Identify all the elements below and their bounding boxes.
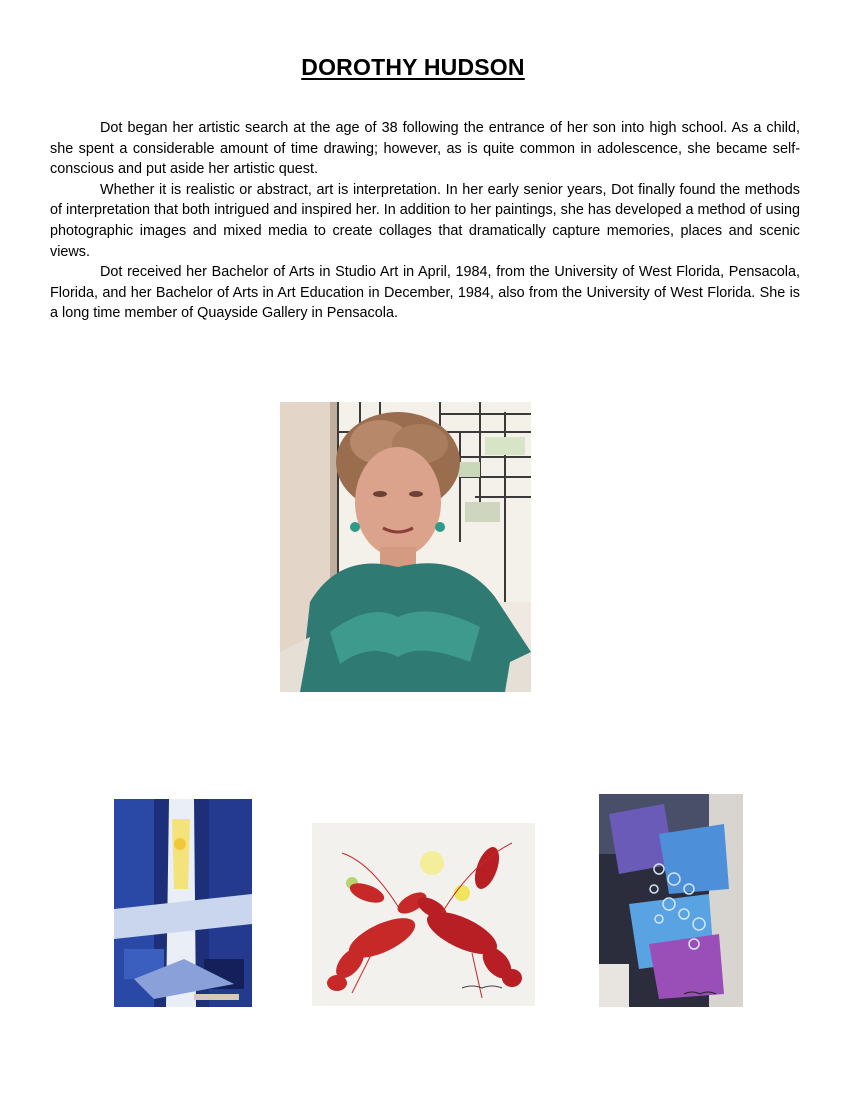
biography-text (50, 118, 800, 324)
artist-portrait-photo (280, 402, 531, 692)
bio-paragraph-2: Whether it is realistic or abstract, art is interpretation. In her early senior years, Dot finally found the methods of interpretation that both intrigued and inspired her. In addition to her paintings, she has developed a method of using photographic images and mixed media to create collages that dramatically capture memories, places and scenic views. (50, 181, 800, 260)
page-title: DOROTHY HUDSON (301, 54, 525, 80)
abstract-blue-cross-painting (114, 799, 252, 1007)
blue-purple-mixed-media-collage (599, 794, 743, 1007)
bio-paragraph-1: Dot began her artistic search at the age of 38 following the entrance of her son into high school. As a child, she spent a considerable amount of time drawing; however, as is quite common in adolescence, she became self-conscious and put aside her artistic quest. (50, 120, 800, 178)
red-crawfish-watercolor (312, 823, 535, 1006)
bio-paragraph-3: Dot received her Bachelor of Arts in Studio Art in April, 1984, from the University of West Florida, Pensacola, Florida, and her Bachelor of Arts in Art Education in December, 1984, also from the University of West Florida. She is a long time member of Quayside Gallery in Pensacola. (50, 264, 800, 322)
